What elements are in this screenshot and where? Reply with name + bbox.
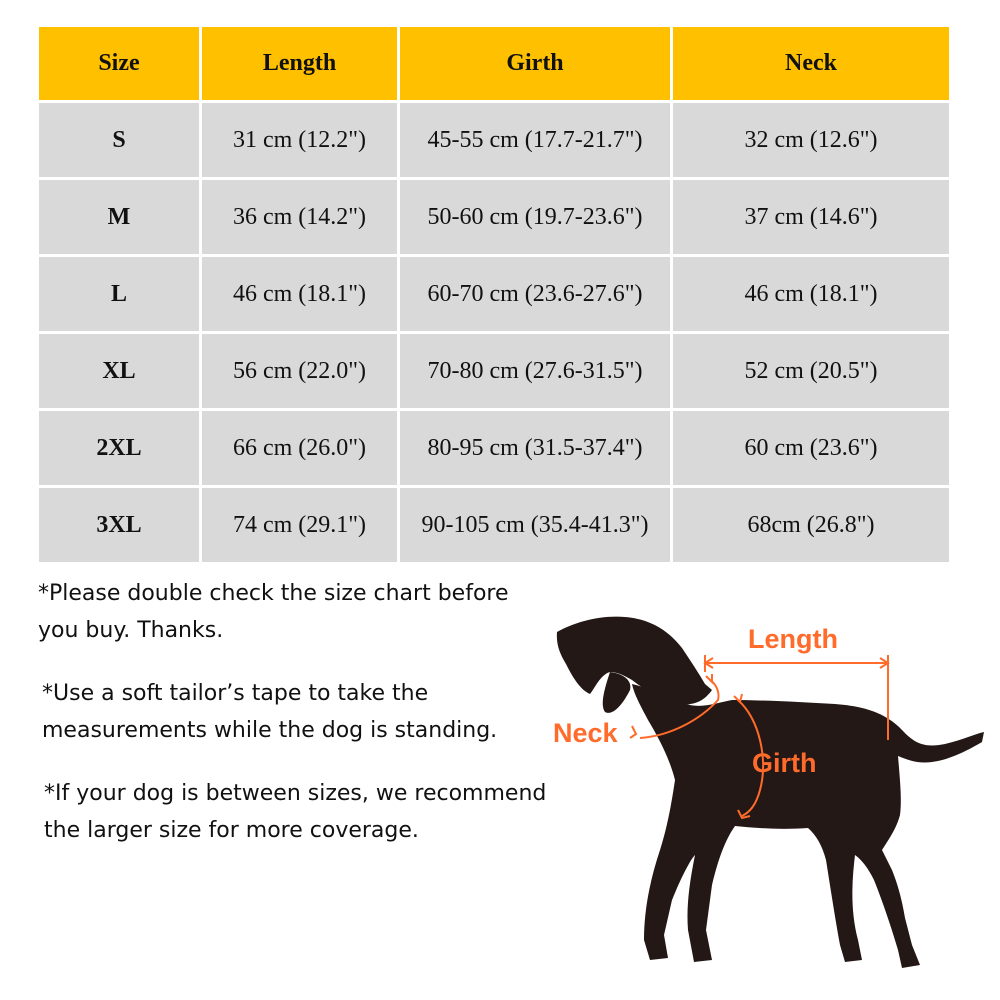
neck-cell: 68cm (26.8") bbox=[673, 488, 949, 562]
length-cell: 36 cm (14.2") bbox=[202, 180, 397, 254]
neck-cell: 32 cm (12.6") bbox=[673, 103, 949, 177]
girth-label: Girth bbox=[752, 748, 817, 778]
size-chart-table bbox=[36, 24, 952, 565]
girth-cell: 70-80 cm (27.6-31.5") bbox=[400, 334, 670, 408]
size-chart-body bbox=[39, 103, 949, 562]
table-row bbox=[39, 411, 949, 485]
length-cell: 56 cm (22.0") bbox=[202, 334, 397, 408]
neck-cell: 52 cm (20.5") bbox=[673, 334, 949, 408]
header-size: Size bbox=[39, 27, 199, 100]
notes-section bbox=[38, 575, 578, 875]
length-label: Length bbox=[748, 624, 838, 654]
table-row bbox=[39, 488, 949, 562]
size-cell: S bbox=[39, 103, 199, 177]
table-row bbox=[39, 103, 949, 177]
note-between-sizes: *If your dog is between sizes, we recommend the larger size for more coverage. bbox=[44, 781, 547, 843]
girth-cell: 60-70 cm (23.6-27.6") bbox=[400, 257, 670, 331]
length-cell: 66 cm (26.0") bbox=[202, 411, 397, 485]
header-row bbox=[39, 27, 949, 100]
table-row bbox=[39, 334, 949, 408]
note-measuring: *Use a soft tailor’s tape to take the measurements while the dog is standing. bbox=[42, 681, 498, 743]
size-cell: XL bbox=[39, 334, 199, 408]
size-cell: 2XL bbox=[39, 411, 199, 485]
size-cell: M bbox=[39, 180, 199, 254]
header-length: Length bbox=[202, 27, 397, 100]
dog-measurement-diagram bbox=[545, 605, 990, 990]
size-chart-header bbox=[39, 27, 949, 100]
length-cell: 74 cm (29.1") bbox=[202, 488, 397, 562]
girth-cell: 80-95 cm (31.5-37.4") bbox=[400, 411, 670, 485]
neck-cell: 46 cm (18.1") bbox=[673, 257, 949, 331]
neck-cell: 37 cm (14.6") bbox=[673, 180, 949, 254]
length-cell: 31 cm (12.2") bbox=[202, 103, 397, 177]
size-cell: 3XL bbox=[39, 488, 199, 562]
neck-cell: 60 cm (23.6") bbox=[673, 411, 949, 485]
neck-label: Neck bbox=[553, 718, 618, 748]
table-row bbox=[39, 180, 949, 254]
table-row bbox=[39, 257, 949, 331]
note-size-check: *Please double check the size chart before you buy. Thanks. bbox=[38, 581, 509, 643]
dog-silhouette-icon bbox=[557, 617, 984, 968]
header-girth: Girth bbox=[400, 27, 670, 100]
girth-cell: 45-55 cm (17.7-21.7") bbox=[400, 103, 670, 177]
length-cell: 46 cm (18.1") bbox=[202, 257, 397, 331]
size-cell: L bbox=[39, 257, 199, 331]
girth-cell: 50-60 cm (19.7-23.6") bbox=[400, 180, 670, 254]
girth-cell: 90-105 cm (35.4-41.3") bbox=[400, 488, 670, 562]
header-neck: Neck bbox=[673, 27, 949, 100]
